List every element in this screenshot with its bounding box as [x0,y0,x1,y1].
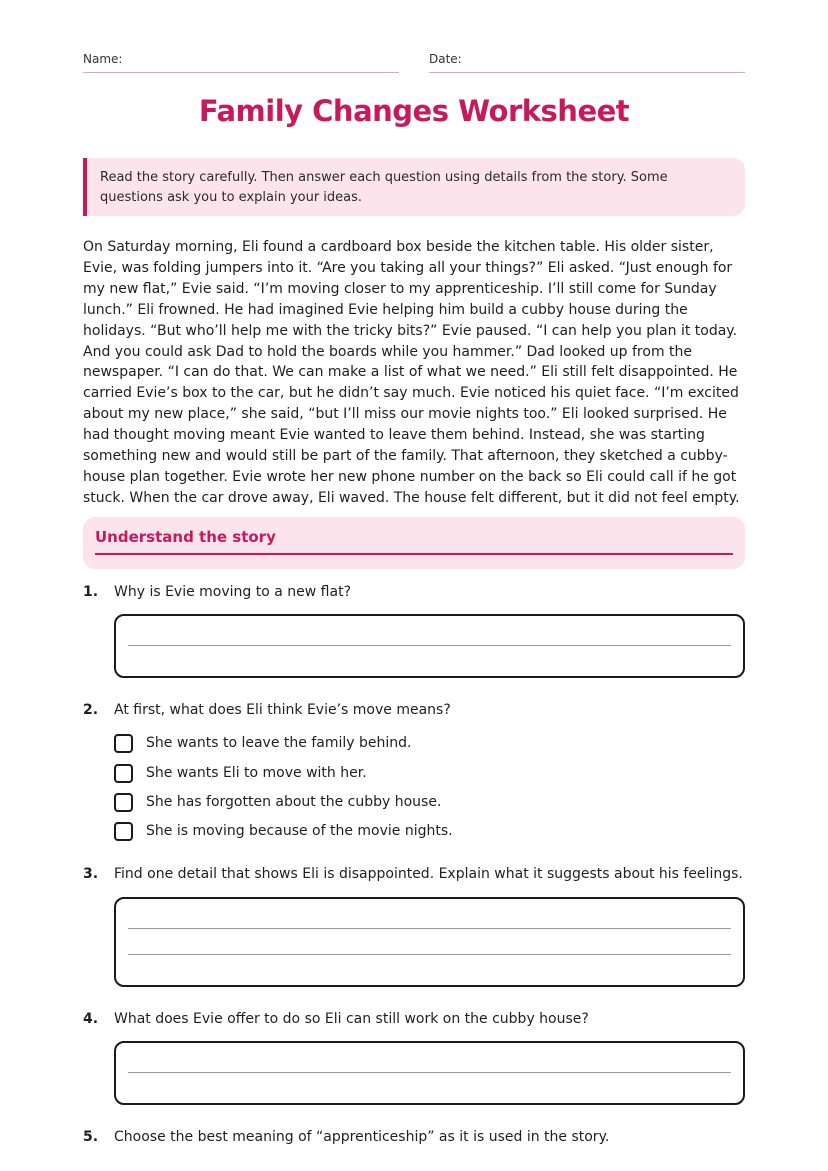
checkbox[interactable] [114,764,133,783]
option-label: She wants Eli to move with her. [146,765,367,781]
question-text: At first, what does Eli think Evie’s move means? [114,702,451,718]
option-label: She is moving because of the movie nights. [146,823,453,839]
question-text: What does Evie offer to do so Eli can still work on the cubby house? [114,1011,589,1027]
question-number: 5. [83,1129,99,1145]
checkbox[interactable] [114,734,133,753]
question-number: 3. [83,866,99,882]
page-title: Family Changes Worksheet [198,94,630,128]
answer-line [128,645,731,646]
header-fields [83,52,745,74]
date-label: Date: [429,52,462,66]
section-header [83,517,745,569]
answer-line [128,1072,731,1073]
answer-box-4[interactable] [114,1041,745,1105]
question-number: 1. [83,584,99,600]
checkbox[interactable] [114,793,133,812]
checkbox[interactable] [114,822,133,841]
option-label: She wants to leave the family behind. [146,735,412,751]
question-number: 2. [83,702,99,718]
section-divider [95,553,733,555]
instructions-accent-bar [83,158,87,216]
date-field[interactable] [429,52,745,73]
question-text: Choose the best meaning of “apprenticeship” as it is used in the story. [114,1129,610,1145]
question-text: Find one detail that shows Eli is disappointed. Explain what it suggests about his feelings. [114,866,743,882]
section-title: Understand the story [95,528,276,546]
instructions-panel [83,158,745,216]
instructions-text: Read the story carefully. Then answer each question using details from the story. Some questions ask you to explain your ideas. [100,170,668,205]
answer-line [128,928,731,929]
story-text: On Saturday morning, Eli found a cardboard box beside the kitchen table. His older sister, Evie, was folding jumpers into it. “Are you taking all your things?” Eli asked. “Just enough for my new flat,” Evie said. “I’m moving closer to my apprenticeship. I’ll still come for Sunday lunch.” Eli frowned. He had imagined Evie helping him build a cubby house during the holidays. “But who’ll help me with the tricky bits?” Evie paused. “I can help you plan it today. And you could ask Dad to hold the boards while you hammer.” Dad looked up from the newspaper. “I can do that. We can make a list of what we need.” Eli still felt disappointed. He carried Evie’s box to the car, but he didn’t say much. Evie noticed his quiet face. “I’m excited about my new place,” she said, “but I’ll miss our movie nights too.” Eli looked surprised. He had thought moving meant Evie wanted to leave them behind. Instead, she was starting something new and would still be part of the family. That afternoon, they sketched a cubby-house plan together. Evie wrote her new phone number on the back so Eli could call if he got stuck. When the car drove away, Eli waved. The house felt different, but it did not feel empty. [83,239,740,506]
name-label: Name: [83,52,123,66]
answer-box-1[interactable] [114,614,745,678]
option-label: She has forgotten about the cubby house. [146,794,442,810]
question-text: Why is Evie moving to a new flat? [114,584,351,600]
answer-line [128,954,731,955]
question-number: 4. [83,1011,99,1027]
answer-box-3[interactable] [114,897,745,987]
name-field[interactable] [83,52,399,73]
